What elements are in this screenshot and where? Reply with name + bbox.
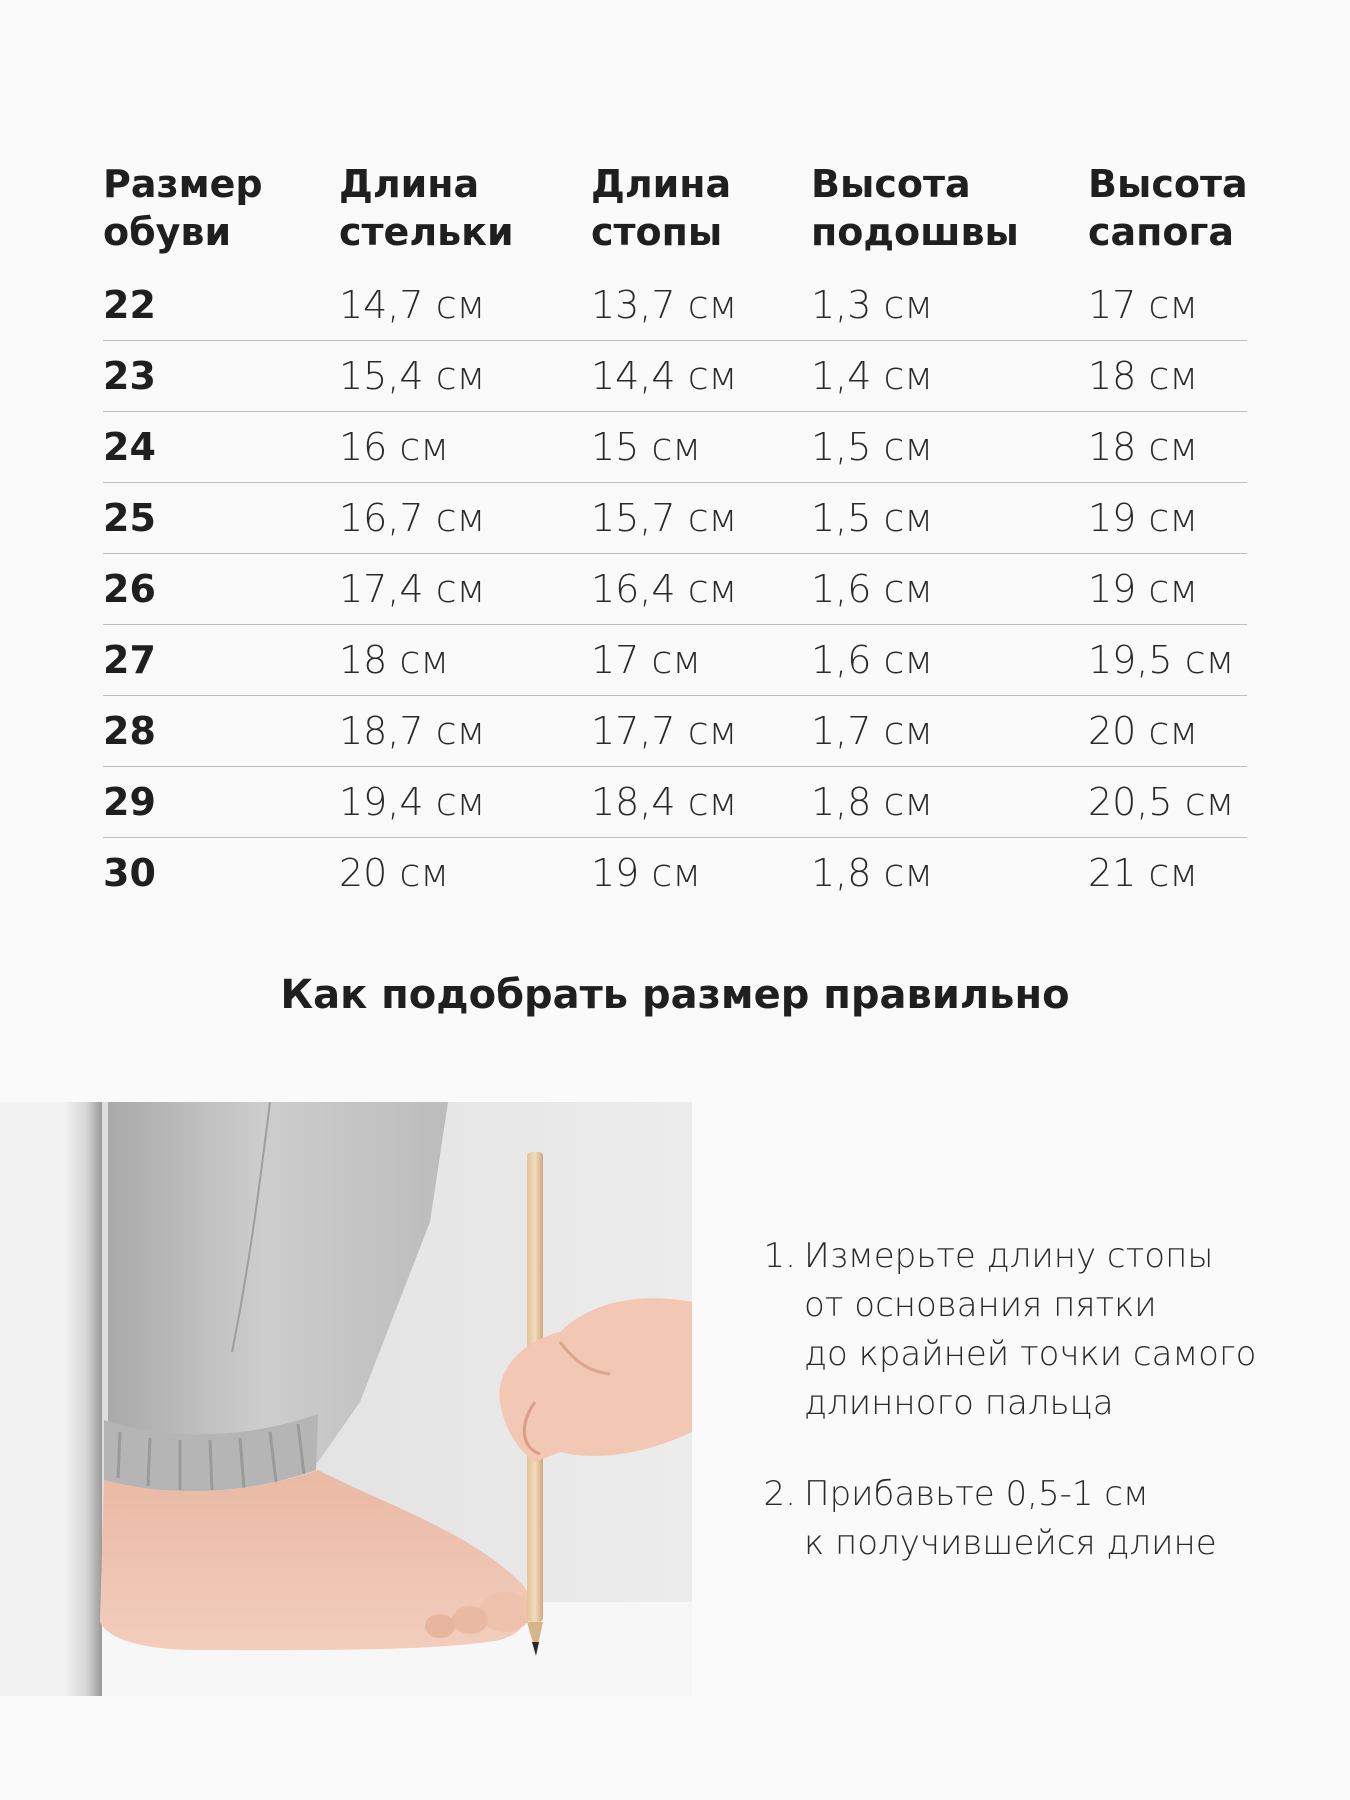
boot-height-cell: 17 см bbox=[1088, 283, 1198, 327]
insole-length-cell: 16 см bbox=[339, 425, 449, 469]
size-cell: 29 bbox=[103, 780, 156, 824]
foot-length-cell: 19 см bbox=[591, 851, 701, 895]
step-number: 1. bbox=[763, 1236, 796, 1276]
table-row bbox=[103, 412, 1247, 483]
sole-height-cell: 1,3 см bbox=[811, 283, 934, 327]
foot-length-cell: 16,4 см bbox=[591, 567, 738, 611]
foot-length-cell: 14,4 см bbox=[591, 354, 738, 398]
table-row bbox=[103, 767, 1247, 838]
size-table bbox=[103, 160, 1247, 908]
boot-height-cell: 19 см bbox=[1088, 567, 1198, 611]
header-sole-height: Высота подошвы bbox=[811, 162, 1019, 254]
size-cell: 23 bbox=[103, 354, 156, 398]
sole-height-cell: 1,4 см bbox=[811, 354, 934, 398]
table-row bbox=[103, 554, 1247, 625]
size-cell: 30 bbox=[103, 851, 156, 895]
foot-length-cell: 17 см bbox=[591, 638, 701, 682]
foot-length-cell: 13,7 см bbox=[591, 283, 738, 327]
how-to-title: Как подобрать размер правильно bbox=[280, 972, 1070, 1018]
foot-length-cell: 15 см bbox=[591, 425, 701, 469]
boot-height-cell: 18 см bbox=[1088, 354, 1198, 398]
boot-height-cell: 20,5 см bbox=[1088, 780, 1235, 824]
insole-length-cell: 19,4 см bbox=[339, 780, 486, 824]
insole-length-cell: 14,7 см bbox=[339, 283, 486, 327]
size-cell: 28 bbox=[103, 709, 156, 753]
sole-height-cell: 1,6 см bbox=[811, 567, 934, 611]
size-cell: 24 bbox=[103, 425, 156, 469]
step-number: 2. bbox=[763, 1474, 796, 1514]
sole-height-cell: 1,7 см bbox=[811, 709, 934, 753]
boot-height-cell: 18 см bbox=[1088, 425, 1198, 469]
foot-length-cell: 18,4 см bbox=[591, 780, 738, 824]
step-text: Измерьте длину стопы от основания пятки до крайней точки самого длинного пальца bbox=[804, 1236, 1257, 1423]
size-cell: 26 bbox=[103, 567, 156, 611]
table-row bbox=[103, 625, 1247, 696]
sole-height-cell: 1,8 см bbox=[811, 851, 934, 895]
boot-height-cell: 19 см bbox=[1088, 496, 1198, 540]
step-text: Прибавьте 0,5-1 см к получившейся длине bbox=[804, 1474, 1217, 1563]
header-boot-height: Высота сапога bbox=[1088, 162, 1248, 254]
insole-length-cell: 20 см bbox=[339, 851, 449, 895]
size-cell: 22 bbox=[103, 283, 156, 327]
sole-height-cell: 1,8 см bbox=[811, 780, 934, 824]
foot-measuring-photo bbox=[0, 1102, 692, 1696]
size-cell: 27 bbox=[103, 638, 156, 682]
table-row bbox=[103, 483, 1247, 554]
instructions-list bbox=[752, 1232, 1312, 1610]
instruction-step bbox=[752, 1470, 1312, 1568]
instruction-step bbox=[752, 1232, 1312, 1428]
boot-height-cell: 21 см bbox=[1088, 851, 1198, 895]
header-shoe-size: Размер обуви bbox=[103, 162, 263, 254]
table-row bbox=[103, 838, 1247, 909]
sole-height-cell: 1,6 см bbox=[811, 638, 934, 682]
header-insole-length: Длина стельки bbox=[339, 162, 514, 254]
insole-length-cell: 15,4 см bbox=[339, 354, 486, 398]
table-row bbox=[103, 270, 1247, 341]
table-header-row bbox=[103, 160, 1247, 270]
size-cell: 25 bbox=[103, 496, 156, 540]
insole-length-cell: 16,7 см bbox=[339, 496, 486, 540]
sole-height-cell: 1,5 см bbox=[811, 425, 934, 469]
foot-length-cell: 15,7 см bbox=[591, 496, 738, 540]
insole-length-cell: 18 см bbox=[339, 638, 449, 682]
header-foot-length: Длина стопы bbox=[591, 162, 732, 254]
table-row bbox=[103, 341, 1247, 412]
table-row bbox=[103, 696, 1247, 767]
insole-length-cell: 17,4 см bbox=[339, 567, 486, 611]
boot-height-cell: 19,5 см bbox=[1088, 638, 1235, 682]
foot-measuring-illustration bbox=[0, 1102, 692, 1696]
sole-height-cell: 1,5 см bbox=[811, 496, 934, 540]
insole-length-cell: 18,7 см bbox=[339, 709, 486, 753]
foot-length-cell: 17,7 см bbox=[591, 709, 738, 753]
boot-height-cell: 20 см bbox=[1088, 709, 1198, 753]
